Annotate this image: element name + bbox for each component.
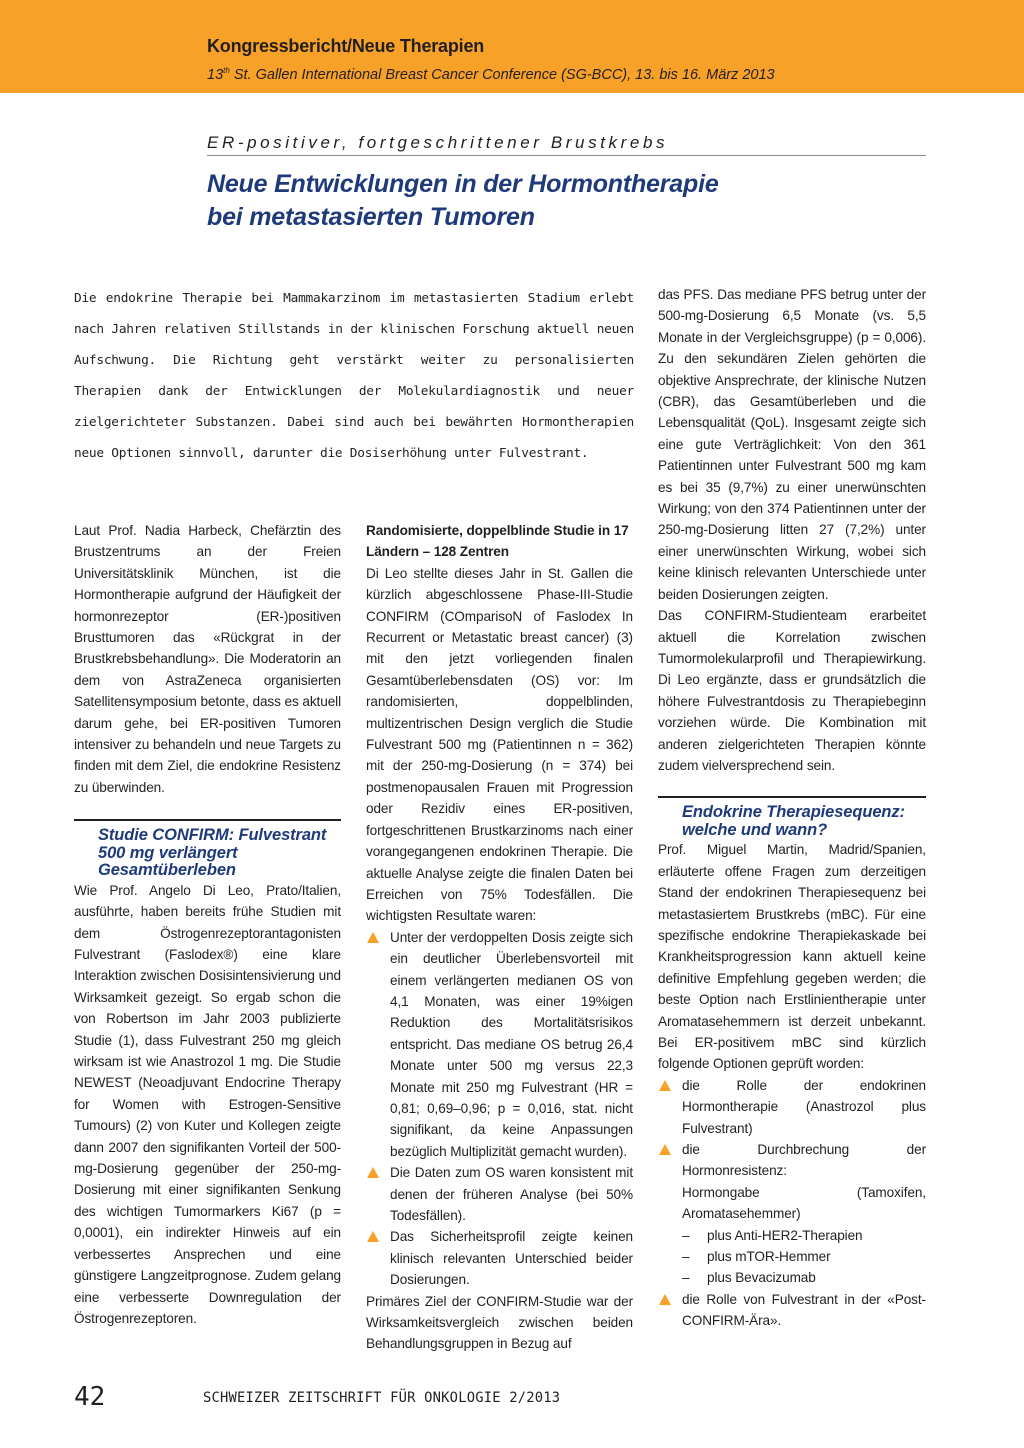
journal-title: SCHWEIZER ZEITSCHRIFT FÜR ONKOLOGIE 2/2013 — [203, 1390, 561, 1406]
outlook-paragraph: Das CONFIRM-Studienteam erarbeitet aktuell die Korrelation zwischen Tumormolekularprofil und Therapiewirkung. Di Leo ergänzte, dass er grundsätzlich die höhere Fulvestrantdosis zu Therapiebeginn vorziehen würde. Die Kombination mit anderen zielgerichteten Therapien könnte zudem vielversprechend sein. — [658, 608, 926, 773]
sequence-paragraph: Prof. Miguel Martin, Madrid/Spanien, erläuterte offene Fragen zum derzeitigen Stand der endokrinen Therapiesequenz bei metastasiertem Brustkrebs (mBC). Für eine spezifische endokrine Therapiekaskade bei Krankheitsprogression kann aktuell keine definitive Empfehlung gegeben werden; die beste Option nach Erstlinientherapie unter Aromatasehemmern ist derzeit unbekannt. Bei ER-positivem mBC sind kürzlich folgende Optionen geprüft worden: — [658, 842, 926, 1072]
dash-item: – plus Anti-HER2-Therapien — [682, 1225, 926, 1246]
article-title-line-2: bei metastasierten Tumoren — [207, 203, 535, 231]
column-2 — [366, 520, 633, 1355]
triangle-bullet-icon — [367, 1167, 379, 1178]
sequence-box-heading: Endokrine Therapiesequenz: welche und wann? — [658, 796, 926, 839]
triangle-bullet-icon — [367, 932, 379, 943]
triangle-bullet-icon — [659, 1080, 671, 1091]
list-item-text: Das Sicherheitsprofil zeigte keinen klinisch relevanten Unterschied beider Dosierungen. — [390, 1229, 633, 1288]
conference-ordinal: th — [223, 66, 230, 75]
page-number: 42 — [74, 1382, 106, 1412]
options-list — [658, 1075, 926, 1182]
list-item-text: Unter der verdoppelten Dosis zeigte sich ein deutlicher Überlebensvorteil mit einem verlängerten medianen OS von 4,1 Monaten, was einer 19%igen Reduktion des Mortalitätsrisikos entspricht. Das mediane OS betrug 26,4 Monate unter 500 mg versus 22,3 Monate mit 250 mg Fulvestrant (HR = 0,81; 0,69–0,96; p = 0,016, stat. nicht signifikant, da keine Anpassungen bezüglich Multiplizität gemacht wurden). — [390, 929, 633, 1159]
list-item — [658, 1139, 926, 1182]
article-title-line-1: Neue Entwicklungen in der Hormontherapie — [207, 170, 719, 198]
pfs-paragraph: das PFS. Das mediane PFS betrug unter der 500-mg-Dosierung 6,5 Monate (vs. 5,5 Monate in der Vergleichsgruppe) (p = 0,006). Zu den sekundären Zielen gehörten die objektive Ansprechrate, der klinische Nutzen (CBR), das Gesamtüberleben und die Lebensqualität (QoL). Insgesamt zeigte sich eine gute Verträglichkeit: Von den 361 Patientinnen unter Fulvestrant 500 mg kam es bei 35 (9,7%) zu einer unerwünschten Wirkung; von den 374 Patientinnen unter der 250-mg-Dosierung litten 27 (7,2%) unter einer unerwünschten Wirkung, wobei sich keine klinisch relevanten Unterschiede unter beiden Dosierungen zeigten. — [658, 287, 926, 602]
study-subheading: Randomisierte, doppelblinde Studie in 17 Ländern – 128 Zentren — [366, 523, 629, 560]
primary-goal-paragraph: Primäres Ziel der CONFIRM-Studie war der Wirksamkeitsvergleich zwischen beiden Behandlungsgruppen in Bezug auf — [366, 1293, 633, 1352]
conference-number: 13 — [207, 66, 224, 83]
options-list-end — [658, 1289, 926, 1332]
list-item-text: die Durchbrechung der Hormonresistenz: — [682, 1142, 926, 1179]
conference-line — [207, 66, 775, 83]
list-item-text: die Rolle von Fulvestrant in der «Post-CONFIRM-Ära». — [682, 1291, 926, 1329]
list-item-text: Die Daten zum OS waren konsistent mit denen der früheren Analyse (bei 50% Todesfällen). — [390, 1165, 633, 1223]
list-item — [658, 1289, 926, 1332]
list-item — [366, 927, 633, 1162]
confirm-box-heading: Studie CONFIRM: Fulvestrant 500 mg verlängert Gesamtüberleben — [74, 819, 341, 880]
article-kicker: ER-positiver, fortgeschrittener Brustkrebs — [207, 133, 926, 156]
study-paragraph: Di Leo stellte dieses Jahr in St. Gallen die kürzlich abgeschlossene Phase-III-Studie CONFIRM (COmparisoN of Faslodex In Recurrent or Metastatic breast cancer) (3) mit den jetzt vorliegenden finalen Gesamtüberlebensdaten (OS) vor: Im randomisierten, doppelblinden, multizentrischen Design verglich die Studie Fulvestrant 500 mg (Patientinnen n = 362) mit der 250-mg-Dosierung (n = 374) bei postmenopausalen Frauen mit Progression oder Rezidiv eines ER-positiven, fortgeschrittenen Brustkarzinoms nach einer vorangegangenen endokrinen Therapie. Die aktuelle Analyse zeigte die finalen Daten bei Erreichen von 75% Todesfällen. Die wichtigsten Resultate waren: — [366, 565, 633, 924]
triangle-bullet-icon — [659, 1294, 671, 1305]
column-1 — [74, 520, 341, 1329]
confirm-paragraph: Wie Prof. Angelo Di Leo, Prato/Italien, ausführte, haben bereits frühe Studien mit dem Östrogenrezeptorantagonisten Fulvestrant (Faslodex®) eine klare Interaktion zwischen Dosisintensivierung und Wirksamkeit gezeigt. So ergab schon die von Robertson im Jahr 2003 publizierte Studie (1), dass Fulvestrant 250 mg gleich wirksam ist wie Anastrozol 1 mg. Die Studie NEWEST (Neoadjuvant Endocrine Therapy for Women with Estrogen-Sensitive Tumours) (2) von Kuter und Kollegen zeigte dann 2007 den signifikanten Vorteil der 500-mg-Dosierung gegenüber der 250-mg-Dosierung mit einer signifikanten Senkung des wichtigen Tumormarkers Ki67 (p = 0,0001), ein indirekter Hinweis auf ein verbessertes Ansprechen und eine günstigere Langzeitprognose. Zudem gelang eine verbesserte Downregulation der Östrogenrezeptoren. — [74, 882, 341, 1326]
hormone-subitem: Hormongabe (Tamoxifen, Aromatasehemmer) — [682, 1184, 926, 1222]
list-item — [366, 1162, 633, 1226]
section-label: Kongressbericht/Neue Therapien — [207, 36, 485, 56]
triangle-bullet-icon — [367, 1231, 379, 1242]
triangle-bullet-icon — [659, 1144, 671, 1155]
column-3 — [658, 284, 926, 1332]
list-item-text: die Rolle der endokrinen Hormontherapie (Anastrozol plus Fulvestrant) — [682, 1077, 926, 1136]
intro-paragraph: Laut Prof. Nadia Harbeck, Chefärztin des Brustzentrums an der Freien Universitätsklinik München, ist die Hormontherapie aufgrund der Häufigkeit der hormonrezeptor (ER-)positiven Brusttumoren das «Rückgrat in der Brustkrebsbehandlung». Die Moderatorin an dem von AstraZeneca organisierten Satellitensymposium betonte, dass es aktuell darum gehe, bei ER-positiven Tumoren intensiver zu behandeln und neue Targets zu finden mit dem Ziel, die endokrine Resistenz zu überwinden. — [74, 523, 341, 795]
conference-text: St. Gallen International Breast Cancer Conference (SG-BCC), 13. bis 16. März 2013 — [229, 66, 775, 83]
dash-list — [658, 1225, 926, 1289]
list-item — [366, 1226, 633, 1290]
dash-item: – plus Bevacizumab — [682, 1267, 926, 1288]
list-item — [658, 1075, 926, 1139]
article-lead: Die endokrine Therapie bei Mammakarzinom im metastasierten Stadium erlebt nach Jahren relativen Stillstands in der klinischen Forschung aktuell neuen Aufschwung. Die Richtung geht verstärkt weiter zu personalisierten Therapien dank der Entwicklungen der Molekulardiagnostik und neuer zielgerichteter Substanzen. Dabei sind auch bei bewährten Hormontherapien neue Optionen sinnvoll, darunter die Dosiserhöhung unter Fulvestrant. — [74, 291, 634, 461]
article-title — [207, 168, 926, 234]
dash-item: – plus mTOR-Hemmer — [682, 1246, 926, 1267]
results-list — [366, 927, 633, 1291]
